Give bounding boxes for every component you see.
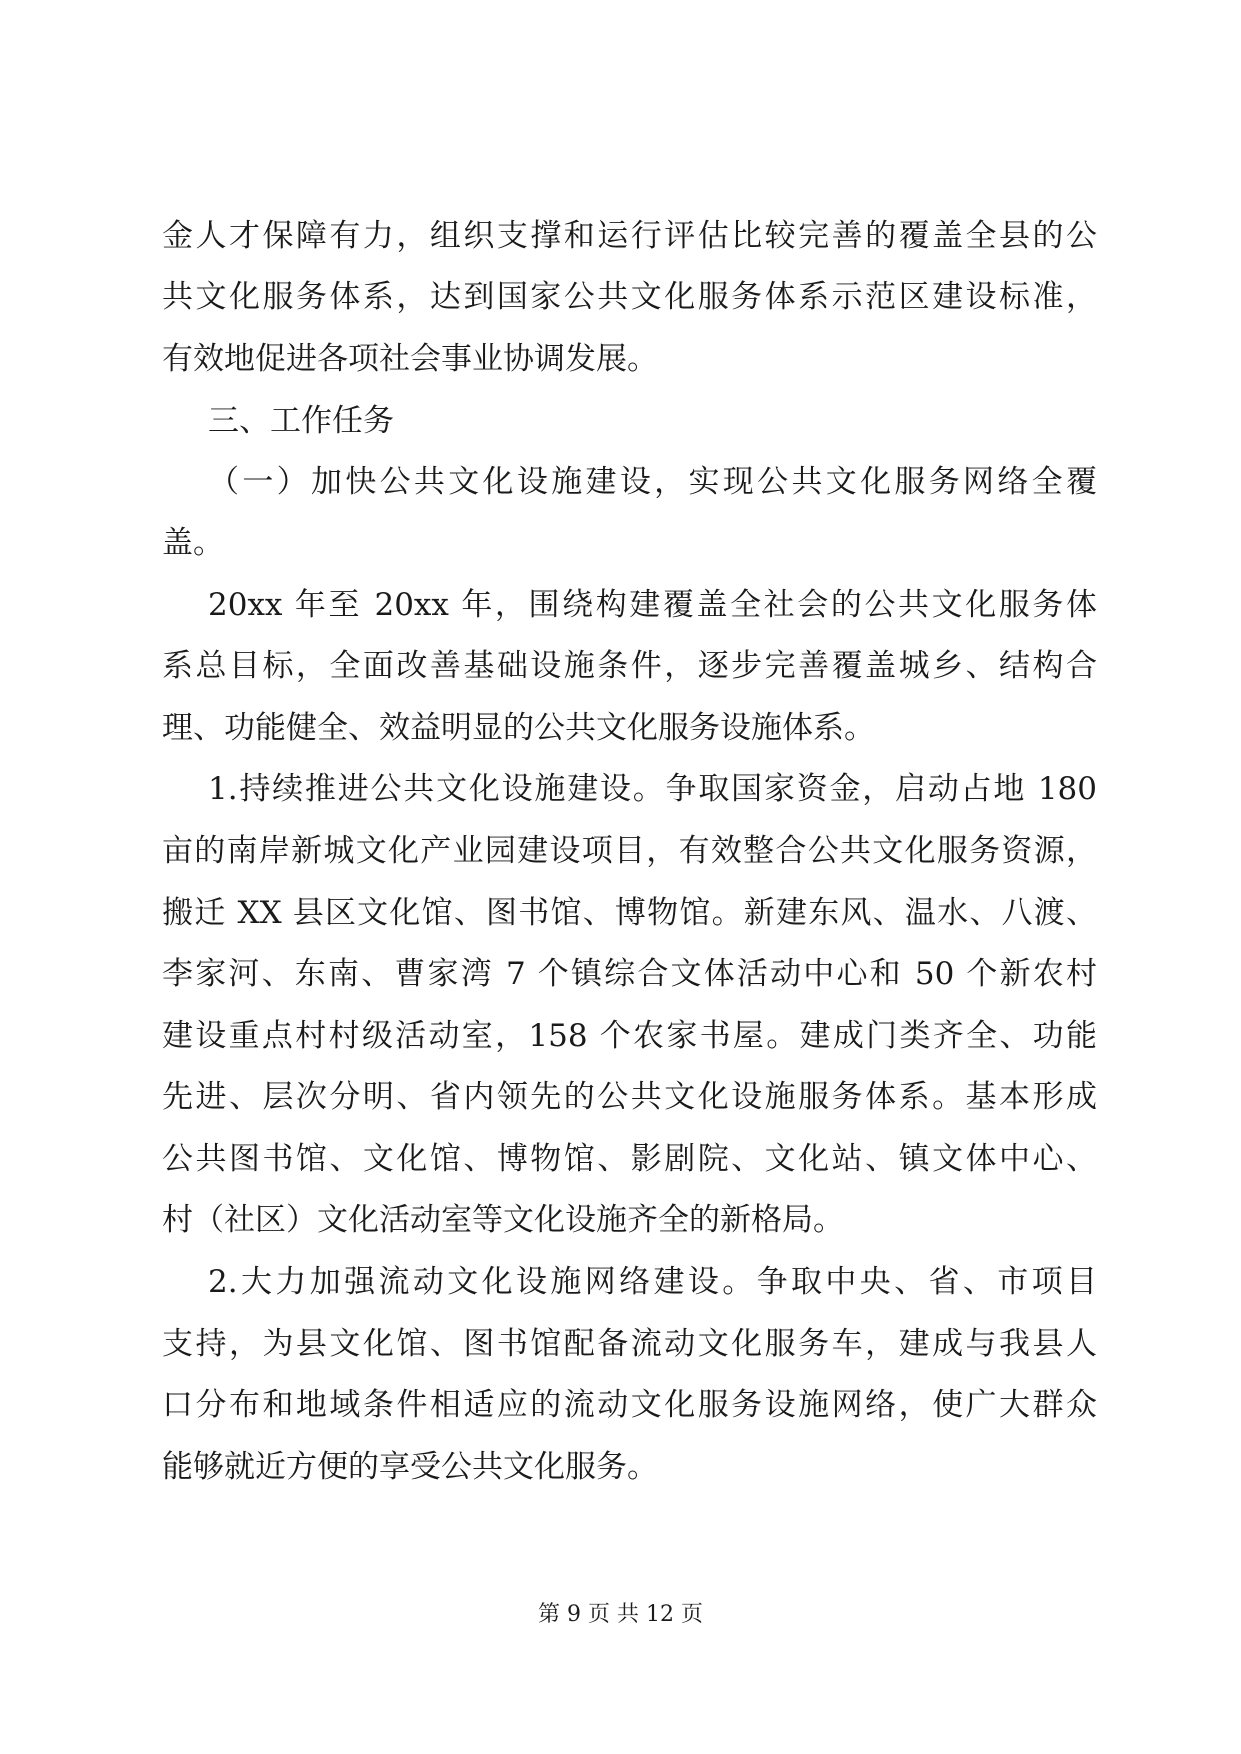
paragraph-line: 建设重点村村级活动室，158 个农家书屋。建成门类齐全、功能 xyxy=(162,1018,1097,1054)
paragraph-line: 公共图书馆、文化馆、博物馆、影剧院、文化站、镇文体中心、 xyxy=(162,1141,1097,1177)
paragraph-line: 能够就近方便的享受公共文化服务。 xyxy=(162,1449,658,1485)
paragraph-line-wrap xyxy=(208,579,1097,624)
paragraph-line: 先进、层次分明、省内领先的公共文化设施服务体系。基本形成 xyxy=(162,1079,1097,1115)
paragraph-line: 口分布和地域条件相适应的流动文化服务设施网络，使广大群众 xyxy=(162,1387,1097,1423)
paragraph-line: 金人才保障有力，组织支撑和运行评估比较完善的覆盖全县的公 xyxy=(162,218,1097,254)
paragraph-line-wrap xyxy=(208,763,1097,808)
paragraph-line-wrap xyxy=(208,1256,1097,1301)
paragraph-line: 搬迁 XX 县区文化馆、图书馆、博物馆。新建东风、温水、八渡、 xyxy=(162,895,1097,931)
paragraph-line: 系总目标，全面改善基础设施条件，逐步完善覆盖城乡、结构合 xyxy=(162,648,1097,684)
paragraph-line: 有效地促进各项社会事业协调发展。 xyxy=(162,341,658,377)
paragraph-line: 村（社区）文化活动室等文化设施齐全的新格局。 xyxy=(162,1202,844,1238)
subsection-heading xyxy=(208,456,1097,501)
subsection-heading-text: （一）加快公共文化设施建设，实现公共文化服务网络全覆 xyxy=(208,464,1097,500)
paragraph-line: 支持，为县文化馆、图书馆配备流动文化服务车，建成与我县人 xyxy=(162,1326,1097,1362)
paragraph-line: 理、功能健全、效益明显的公共文化服务设施体系。 xyxy=(162,710,875,746)
page-footer xyxy=(0,1597,1241,1628)
page-number-label: 第 9 页 共 12 页 xyxy=(538,1602,703,1627)
paragraph-line: 共文化服务体系，达到国家公共文化服务体系示范区建设标准， xyxy=(162,279,1097,315)
section-heading: 三、工作任务 xyxy=(208,403,394,439)
paragraph-line: 20xx 年至 20xx 年，围绕构建覆盖全社会的公共文化服务体 xyxy=(208,587,1097,623)
paragraph-line: 李家河、东南、曹家湾 7 个镇综合文体活动中心和 50 个新农村 xyxy=(162,956,1097,992)
paragraph-line: 2.大力加强流动文化设施网络建设。争取中央、省、市项目 xyxy=(208,1264,1097,1300)
paragraph-line: 1.持续推进公共文化设施建设。争取国家资金，启动占地 180 xyxy=(208,771,1097,807)
paragraph-line: 亩的南岸新城文化产业园建设项目，有效整合公共文化服务资源， xyxy=(162,833,1097,869)
subsection-heading-cont: 盖。 xyxy=(162,525,224,561)
